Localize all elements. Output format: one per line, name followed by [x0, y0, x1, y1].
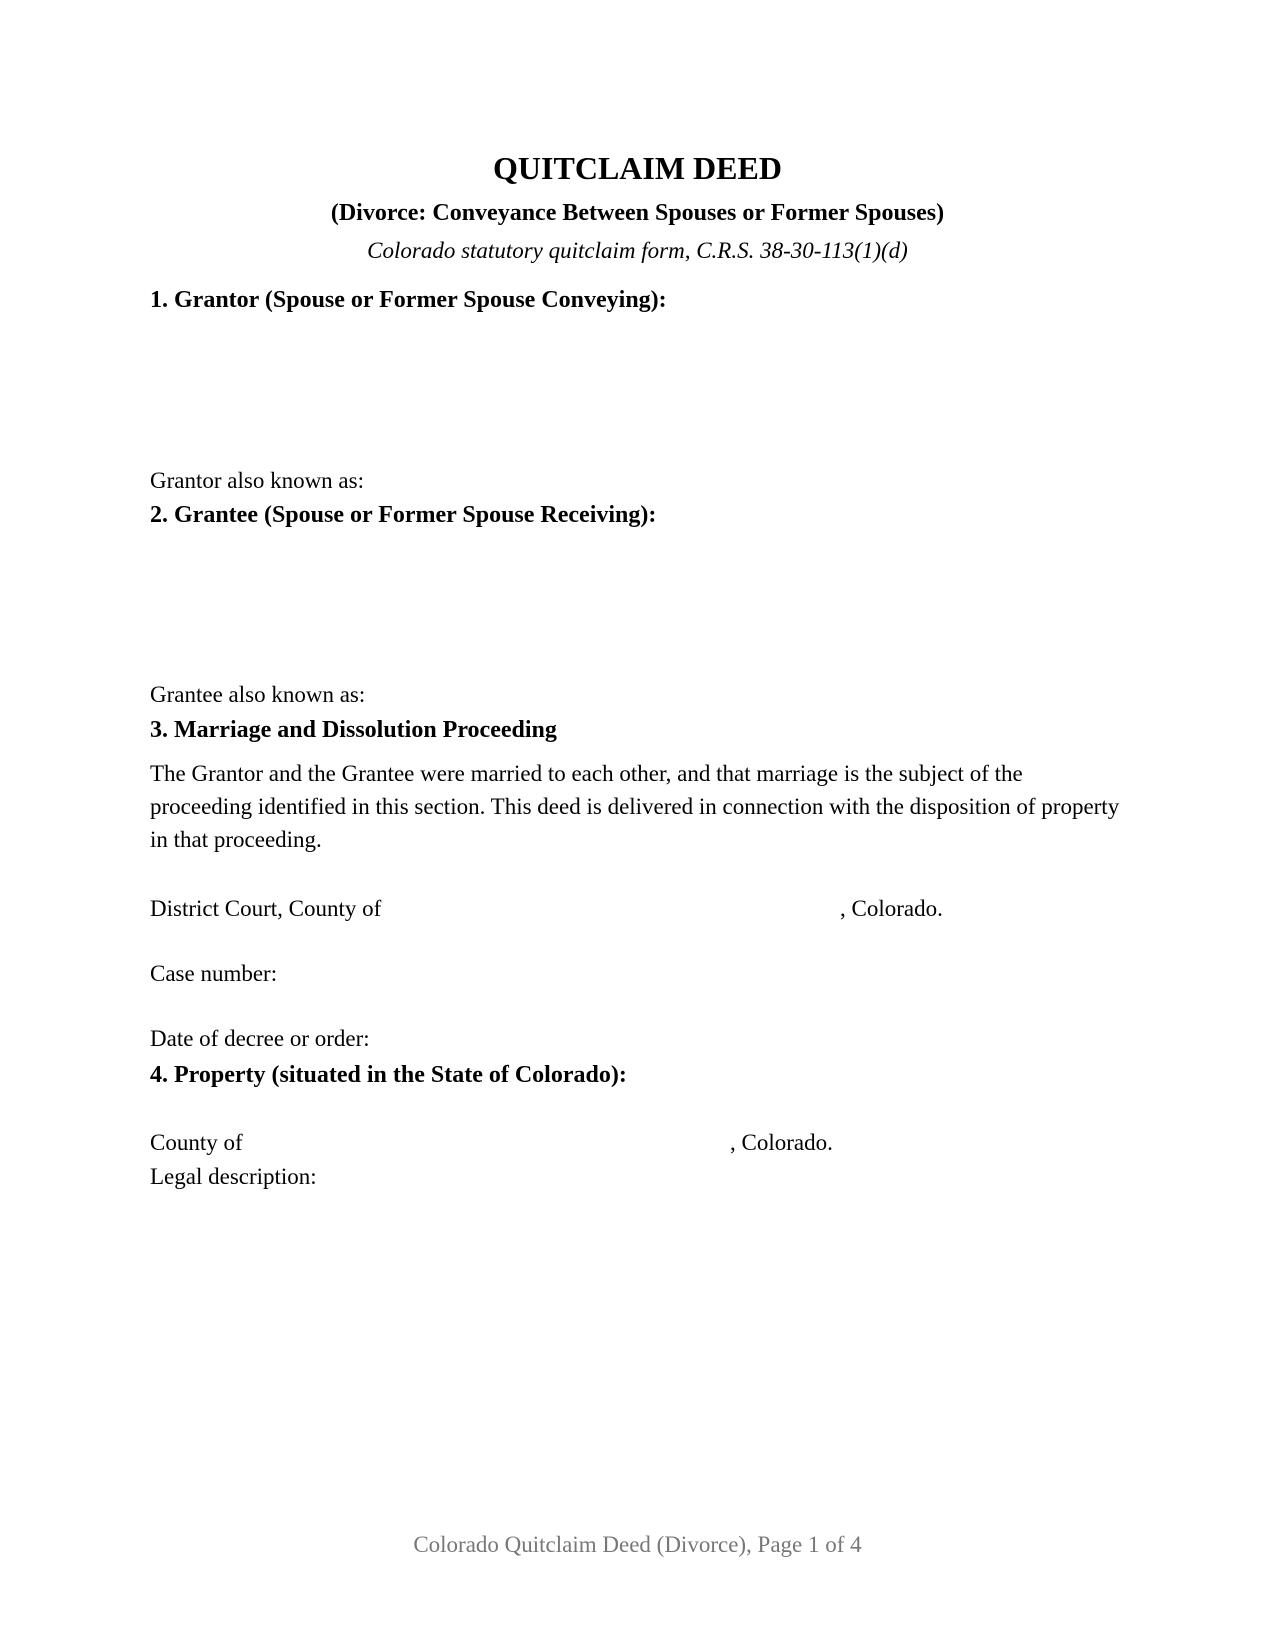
section2-heading: 2. Grantee (Spouse or Former Spouse Receiving): [150, 502, 657, 528]
grantor-aka-label: Grantor also known as: [150, 468, 364, 493]
statute-citation: Colorado statutory quitclaim form, C.R.S. 38-30-113(1)(d) [367, 238, 908, 263]
document-title: QUITCLAIM DEED [493, 150, 782, 186]
property-county-label: County of [150, 1130, 243, 1155]
section3-paragraph: The Grantor and the Grantee were married to each other, and that marriage is the subject of the proceeding identified in this section. This deed is delivered in connection with the disposition of property in that proceeding. [150, 761, 1120, 852]
section4-heading: 4. Property (situated in the State of Colorado): [150, 1062, 627, 1088]
court-county-suffix: , Colorado. [840, 896, 943, 921]
decree-date-label: Date of decree or order: [150, 1026, 370, 1051]
property-county-suffix: , Colorado. [730, 1130, 833, 1155]
section1-heading: 1. Grantor (Spouse or Former Spouse Conveying): [150, 287, 667, 313]
legal-description-label: Legal description: [150, 1164, 317, 1189]
section3-heading: 3. Marriage and Dissolution Proceeding [150, 717, 557, 743]
page-footer: Colorado Quitclaim Deed (Divorce), Page 1 of 4 [413, 1532, 862, 1557]
grantee-aka-label: Grantee also known as: [150, 682, 366, 707]
case-number-label: Case number: [150, 961, 278, 986]
court-county-label: District Court, County of [150, 896, 382, 921]
document-subtitle: (Divorce: Conveyance Between Spouses or Former Spouses) [330, 200, 945, 226]
